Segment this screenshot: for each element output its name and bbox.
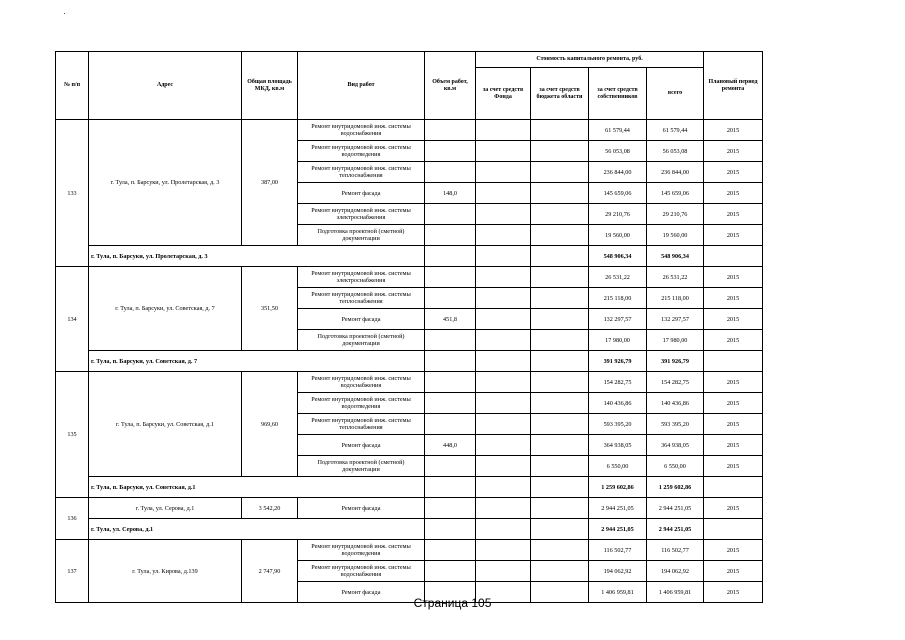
total-fund	[476, 519, 531, 540]
repair-period: 2015	[704, 288, 763, 309]
work-volume	[425, 540, 476, 561]
cost-owners: 2 944 251,05	[589, 498, 647, 519]
total-fund	[476, 351, 531, 372]
cost-regional	[531, 372, 589, 393]
repair-period: 2015	[704, 393, 763, 414]
table-row	[56, 540, 763, 561]
cost-owners: 593 395,20	[589, 414, 647, 435]
work-volume	[425, 141, 476, 162]
cost-regional	[531, 267, 589, 288]
house-address: г. Тула, ул. Серова, д.1	[89, 498, 242, 519]
table-header	[56, 52, 763, 120]
cost-regional	[531, 435, 589, 456]
house-num: 134	[56, 267, 89, 372]
total-period	[704, 246, 763, 267]
cost-regional	[531, 183, 589, 204]
work-type: Ремонт фасада	[298, 183, 425, 204]
house-area: 387,00	[242, 120, 298, 246]
total-volume	[425, 519, 476, 540]
cost-fund	[476, 267, 531, 288]
total-volume	[425, 246, 476, 267]
total-sum: 391 926,79	[647, 351, 704, 372]
house-address: г. Тула, п. Барсуки, ул. Советская, д.1	[89, 372, 242, 477]
cost-owners: 236 844,00	[589, 162, 647, 183]
total-regional	[531, 246, 589, 267]
cost-fund	[476, 456, 531, 477]
work-type: Ремонт внутридомовой инж. системы водоотведения	[298, 141, 425, 162]
work-volume	[425, 498, 476, 519]
work-type: Ремонт внутридомовой инж. системы электроснабжения	[298, 267, 425, 288]
work-type: Ремонт внутридомовой инж. системы электроснабжения	[298, 204, 425, 225]
house-area: 351,50	[242, 267, 298, 351]
capital-repair-table	[55, 51, 763, 603]
total-owners: 548 906,34	[589, 246, 647, 267]
work-volume: 451,8	[425, 309, 476, 330]
table-row	[56, 372, 763, 393]
total-fund	[476, 246, 531, 267]
total-sum: 2 944 251,05	[647, 519, 704, 540]
total-period	[704, 477, 763, 498]
repair-period: 2015	[704, 225, 763, 246]
work-volume	[425, 204, 476, 225]
cost-regional	[531, 162, 589, 183]
header-work: Вид работ	[298, 52, 425, 120]
house-address: г. Тула, п. Барсуки, ул. Советская, д. 7	[89, 267, 242, 351]
cost-fund	[476, 309, 531, 330]
work-volume	[425, 372, 476, 393]
table-row	[56, 498, 763, 519]
house-address: г. Тула, п. Барсуки, ул. Пролетарская, д. 3	[89, 120, 242, 246]
work-type: Ремонт фасада	[298, 498, 425, 519]
cost-total: 236 844,00	[647, 162, 704, 183]
total-period	[704, 519, 763, 540]
house-num: 135	[56, 372, 89, 498]
repair-period: 2015	[704, 372, 763, 393]
cost-owners: 145 659,06	[589, 183, 647, 204]
work-type: Ремонт внутридомовой инж. системы водоснабжения	[298, 372, 425, 393]
total-sum: 1 259 602,86	[647, 477, 704, 498]
cost-total: 140 436,86	[647, 393, 704, 414]
cost-total: 132 297,57	[647, 309, 704, 330]
repair-period: 2015	[704, 183, 763, 204]
cost-owners: 364 938,05	[589, 435, 647, 456]
cost-regional	[531, 204, 589, 225]
repair-period: 2015	[704, 141, 763, 162]
house-num: 133	[56, 120, 89, 267]
work-type: Ремонт фасада	[298, 582, 425, 603]
repair-period: 2015	[704, 561, 763, 582]
cost-fund	[476, 372, 531, 393]
repair-period: 2015	[704, 435, 763, 456]
cost-owners: 116 502,77	[589, 540, 647, 561]
work-type: Ремонт фасада	[298, 435, 425, 456]
cost-fund	[476, 183, 531, 204]
cost-fund	[476, 498, 531, 519]
repair-period: 2015	[704, 330, 763, 351]
cost-owners: 140 436,86	[589, 393, 647, 414]
cost-total: 29 210,76	[647, 204, 704, 225]
cost-owners: 194 062,92	[589, 561, 647, 582]
work-volume	[425, 267, 476, 288]
cost-owners: 17 980,00	[589, 330, 647, 351]
total-label: г. Тула, п. Барсуки, ул. Пролетарская, д. 3	[89, 246, 425, 267]
house-num: 136	[56, 498, 89, 540]
cost-regional	[531, 456, 589, 477]
house-area: 3 542,20	[242, 498, 298, 519]
header-regional: за счет средств бюджета области	[531, 68, 589, 120]
total-row	[56, 519, 763, 540]
work-type: Ремонт внутридомовой инж. системы теплоснабжения	[298, 288, 425, 309]
cost-fund	[476, 162, 531, 183]
cost-owners: 154 282,75	[589, 372, 647, 393]
house-area: 969,60	[242, 372, 298, 477]
total-sum: 548 906,34	[647, 246, 704, 267]
cost-fund	[476, 330, 531, 351]
cost-regional	[531, 330, 589, 351]
work-type: Ремонт внутридомовой инж. системы водоснабжения	[298, 120, 425, 141]
cost-total: 26 531,22	[647, 267, 704, 288]
work-type: Ремонт фасада	[298, 309, 425, 330]
cost-regional	[531, 225, 589, 246]
cost-total: 56 053,08	[647, 141, 704, 162]
total-owners: 2 944 251,05	[589, 519, 647, 540]
total-owners: 391 926,79	[589, 351, 647, 372]
cost-total: 61 579,44	[647, 120, 704, 141]
cost-regional	[531, 561, 589, 582]
repair-period: 2015	[704, 120, 763, 141]
cost-fund	[476, 561, 531, 582]
cost-total: 17 980,00	[647, 330, 704, 351]
work-type: Ремонт внутридомовой инж. системы водоснабжения	[298, 561, 425, 582]
header-area: Общая площадь МКД, кв.м	[242, 52, 298, 120]
cost-regional	[531, 540, 589, 561]
work-type: Подготовка проектной (сметной) документации	[298, 330, 425, 351]
cost-total: 19 560,00	[647, 225, 704, 246]
cost-total: 215 118,00	[647, 288, 704, 309]
repair-period: 2015	[704, 267, 763, 288]
cost-total: 145 659,06	[647, 183, 704, 204]
cost-total: 2 944 251,05	[647, 498, 704, 519]
work-volume	[425, 225, 476, 246]
header-owners: за счет средств собственников	[589, 68, 647, 120]
cost-total: 593 395,20	[647, 414, 704, 435]
work-volume	[425, 162, 476, 183]
work-type: Подготовка проектной (сметной) документации	[298, 225, 425, 246]
cost-regional	[531, 498, 589, 519]
cost-owners: 1 406 959,81	[589, 582, 647, 603]
cost-owners: 6 550,00	[589, 456, 647, 477]
repair-period: 2015	[704, 540, 763, 561]
header-num: № п/п	[56, 52, 89, 120]
total-label: г. Тула, п. Барсуки, ул. Советская, д. 7	[89, 351, 425, 372]
work-type: Ремонт внутридомовой инж. системы водоотведения	[298, 393, 425, 414]
house-num: 137	[56, 540, 89, 603]
work-type: Подготовка проектной (сметной) документации	[298, 456, 425, 477]
table-row	[56, 267, 763, 288]
cost-fund	[476, 288, 531, 309]
repair-period: 2015	[704, 204, 763, 225]
total-volume	[425, 477, 476, 498]
cost-fund	[476, 540, 531, 561]
cost-total: 154 282,75	[647, 372, 704, 393]
total-owners: 1 259 602,86	[589, 477, 647, 498]
cost-owners: 215 118,00	[589, 288, 647, 309]
cost-fund	[476, 225, 531, 246]
work-volume	[425, 456, 476, 477]
cost-owners: 56 053,08	[589, 141, 647, 162]
repair-period: 2015	[704, 582, 763, 603]
repair-period: 2015	[704, 309, 763, 330]
total-fund	[476, 477, 531, 498]
header-address: Адрес	[89, 52, 242, 120]
header-cost-group: Стоимость капитального ремонта, руб.	[476, 52, 704, 68]
work-volume	[425, 561, 476, 582]
cost-total: 6 550,00	[647, 456, 704, 477]
work-volume: 448,0	[425, 435, 476, 456]
house-address: г. Тула, ул. Кирова, д.139	[89, 540, 242, 603]
total-label: г. Тула, ул. Серова, д.1	[89, 519, 425, 540]
cost-total: 364 938,05	[647, 435, 704, 456]
page-number: Страница 105	[413, 596, 492, 610]
work-type: Ремонт внутридомовой инж. системы теплоснабжения	[298, 414, 425, 435]
cost-fund	[476, 393, 531, 414]
total-label: г. Тула, п. Барсуки, ул. Советская, д.1	[89, 477, 425, 498]
cost-regional	[531, 414, 589, 435]
cost-owners: 61 579,44	[589, 120, 647, 141]
cost-owners: 132 297,57	[589, 309, 647, 330]
work-volume	[425, 330, 476, 351]
cost-regional	[531, 120, 589, 141]
cost-total: 194 062,92	[647, 561, 704, 582]
cost-regional	[531, 393, 589, 414]
total-row	[56, 477, 763, 498]
total-volume	[425, 351, 476, 372]
header-volume: Объем работ, кв.м	[425, 52, 476, 120]
work-volume: 148,0	[425, 183, 476, 204]
header-period: Плановый период ремонта	[704, 52, 763, 120]
table-row	[56, 120, 763, 141]
work-type: Ремонт внутридомовой инж. системы теплоснабжения	[298, 162, 425, 183]
cost-fund	[476, 414, 531, 435]
total-regional	[531, 519, 589, 540]
total-regional	[531, 351, 589, 372]
cost-owners: 19 560,00	[589, 225, 647, 246]
header-total: всего	[647, 68, 704, 120]
total-row	[56, 351, 763, 372]
total-regional	[531, 477, 589, 498]
repair-period: 2015	[704, 162, 763, 183]
table-body	[56, 120, 763, 603]
repair-period: 2015	[704, 498, 763, 519]
total-period	[704, 351, 763, 372]
cost-total: 116 502,77	[647, 540, 704, 561]
work-volume	[425, 288, 476, 309]
cost-fund	[476, 120, 531, 141]
scan-mark	[64, 13, 65, 14]
cost-regional	[531, 288, 589, 309]
house-area: 2 747,90	[242, 540, 298, 603]
cost-fund	[476, 435, 531, 456]
cost-fund	[476, 204, 531, 225]
work-volume	[425, 120, 476, 141]
cost-regional	[531, 141, 589, 162]
repair-period: 2015	[704, 414, 763, 435]
cost-fund	[476, 141, 531, 162]
work-volume	[425, 414, 476, 435]
repair-period: 2015	[704, 456, 763, 477]
cost-owners: 26 531,22	[589, 267, 647, 288]
total-row	[56, 246, 763, 267]
work-type: Ремонт внутридомовой инж. системы водоотведения	[298, 540, 425, 561]
cost-owners: 29 210,76	[589, 204, 647, 225]
work-volume	[425, 393, 476, 414]
cost-total: 1 406 959,81	[647, 582, 704, 603]
header-fund: за счет средств Фонда	[476, 68, 531, 120]
cost-regional	[531, 309, 589, 330]
